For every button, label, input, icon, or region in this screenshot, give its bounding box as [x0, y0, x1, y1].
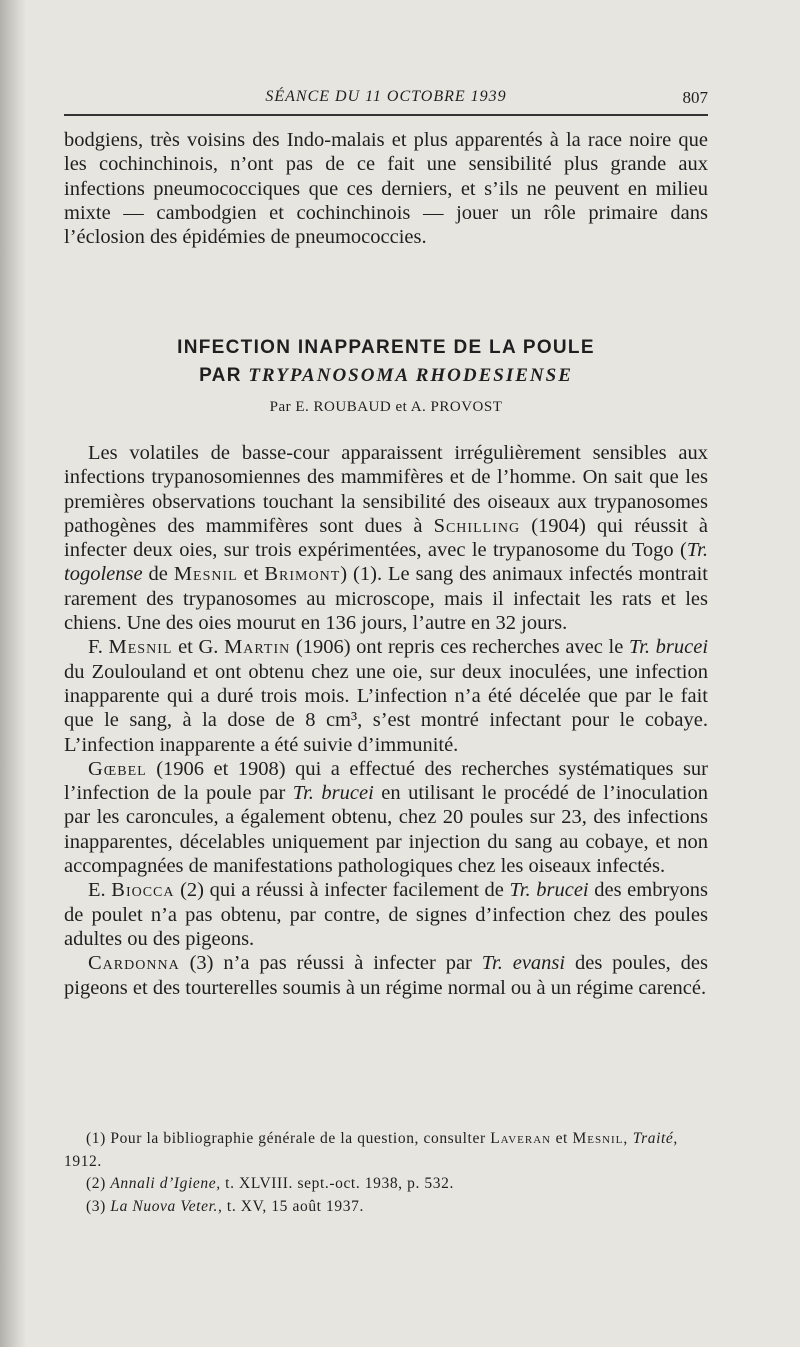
species-tr-brucei: Tr. brucei — [292, 782, 374, 805]
p5-text-b: des poules, des pigeons et des tourterelles soumis à un régime normal ou à un régime carencé. — [64, 952, 709, 999]
fn3-text: t. XV, 15 août 1937. — [226, 1197, 364, 1215]
intro-paragraph: bodgiens, très voisins des Indo-malais et plus apparentés à la race noire que les cochinchinois, n’ont pas de ce fait une sensibilité plus grande aux infections pneumococciques que ces derniers, et s’ils ne peuvent en milieu mixte — cambodgien et cochinchinois — jouer un rôle primaire dans l’éclosion des épidémies de pneumococcies. — [64, 129, 708, 249]
fn1-author-mesnil: Mesnil, — [572, 1130, 629, 1147]
fn1-text-c: 1912. — [64, 1152, 102, 1170]
footnote-1 — [64, 1128, 708, 1173]
p2-text-a: F. — [88, 636, 103, 659]
paragraph-5 — [64, 951, 708, 1000]
article-authors — [64, 399, 708, 416]
author-mesnil: Mesnil — [108, 636, 173, 659]
article-body — [64, 441, 708, 1000]
page-header — [64, 86, 708, 112]
p1-text-d: et — [243, 563, 259, 586]
footnotes — [64, 1128, 708, 1218]
author-schilling: Schilling — [433, 514, 521, 537]
page-number: 807 — [682, 88, 708, 107]
p1-text-c: de — [148, 563, 168, 586]
running-title: SÉANCE DU 11 OCTOBRE 1939 — [265, 88, 507, 105]
author-cardonna: Cardonna — [88, 952, 180, 975]
fn2-text: t. XLVIII. sept.-oct. 1938, p. 532. — [225, 1175, 454, 1192]
p5-text-a: (3) n’a pas réussi à infecter par — [189, 952, 472, 975]
fn1-title: Traité, — [632, 1130, 678, 1147]
title-prefix: PAR — [199, 365, 242, 386]
p1-text-e: ) (1). Le sang des animaux infectés montrait rarement des trypanosomes au microscope, mais il infectait les rats et les chiens. Une des oies mourut en 136 jours, l’autre en 32 jours. — [64, 563, 709, 635]
paragraph-2 — [64, 635, 708, 756]
intro-paragraph-block — [64, 128, 708, 249]
fn3-title: La Nuova Veter., — [110, 1197, 223, 1215]
authors-names: E. ROUBAUD et A. PROVOST — [295, 399, 503, 415]
title-line-1: INFECTION INAPPARENTE DE LA POULE — [177, 337, 595, 358]
species-tr-brucei: Tr. brucei — [628, 636, 709, 659]
p1-text-a: Les volatiles de basse-cour apparaissent irrégulièrement sensibles aux infections trypanosomiennes des mammifères et de l’homme. On sait que les premières observations touchant la sensibilité des oiseaux aux trypanosomes pathogènes des mammifères sont dues à — [64, 442, 708, 537]
author-biocca: Biocca — [111, 879, 175, 902]
p1-text-b: (1904) qui réussit à infecter deux oies, sur trois expérimentées, avec le trypanosome du Togo ( — [64, 514, 709, 562]
author-goebel: Gœbel — [88, 757, 147, 780]
species-tr-evansi: Tr. evansi — [481, 952, 566, 975]
header-rule — [64, 114, 708, 116]
fn1-author-laveran: Laveran — [490, 1130, 552, 1147]
author-brimont: Brimont — [264, 563, 341, 586]
fn1-text-a: (1) Pour la bibliographie générale de la question, consulter — [86, 1130, 486, 1147]
fn2-title: Annali d’Igiene, — [110, 1175, 221, 1192]
paragraph-1 — [64, 441, 708, 635]
p4-text-c: des embryons de poulet n’a pas obtenu, par contre, de signes d’infection chez des poules adultes ou des pigeons. — [64, 879, 708, 950]
footnote-2 — [64, 1173, 708, 1196]
p4-text-b: (2) qui a réussi à infecter facilement de — [180, 879, 504, 902]
footnote-3 — [64, 1196, 708, 1219]
species-tr-togolense: Tr. togolense — [64, 539, 708, 586]
authors-prefix: Par — [269, 399, 292, 415]
p2-text-c: (1906) ont repris ces recherches avec le — [295, 636, 624, 659]
p2-text-b: et G. — [178, 636, 219, 659]
page-gutter-shadow — [0, 0, 26, 1347]
author-martin: Martin — [224, 636, 291, 659]
paragraph-4 — [64, 878, 708, 951]
author-mesnil: Mesnil — [173, 563, 238, 586]
p3-text-b: en utilisant le procédé de l’inoculation par les caroncules, a également obtenu, chez 20 poules sur 23, des infections inapparentes, décelables uniquement par injection du sang au cobaye, et non accompagnées de manifestations pathologiques chez les oiseaux infectés. — [64, 782, 709, 878]
title-species: TRYPANOSOMA RHODESIENSE — [248, 365, 573, 386]
species-tr-brucei: Tr. brucei — [509, 879, 589, 902]
title-line-2 — [64, 362, 708, 390]
p3-text-a: (1906 et 1908) qui a effectué des recherches systématiques sur l’infection de la poule par — [64, 757, 709, 805]
fn2-marker: (2) — [86, 1175, 106, 1192]
article-title — [64, 334, 708, 390]
fn1-text-b: et — [555, 1130, 568, 1147]
fn3-marker: (3) — [86, 1197, 106, 1215]
p2-text-d: du Zoulouland et ont obtenu chez une oie, sur deux inoculées, une infection inapparente qui a duré trois mois. L’infection n’a été décelée que par le fait que le sang, à la dose de 8 cm³, s’est montré infectant pour le cobaye. L’infection inapparente a été suivie d’immunité. — [64, 660, 708, 756]
p4-text-a: E. — [88, 879, 106, 902]
paragraph-3 — [64, 757, 708, 878]
